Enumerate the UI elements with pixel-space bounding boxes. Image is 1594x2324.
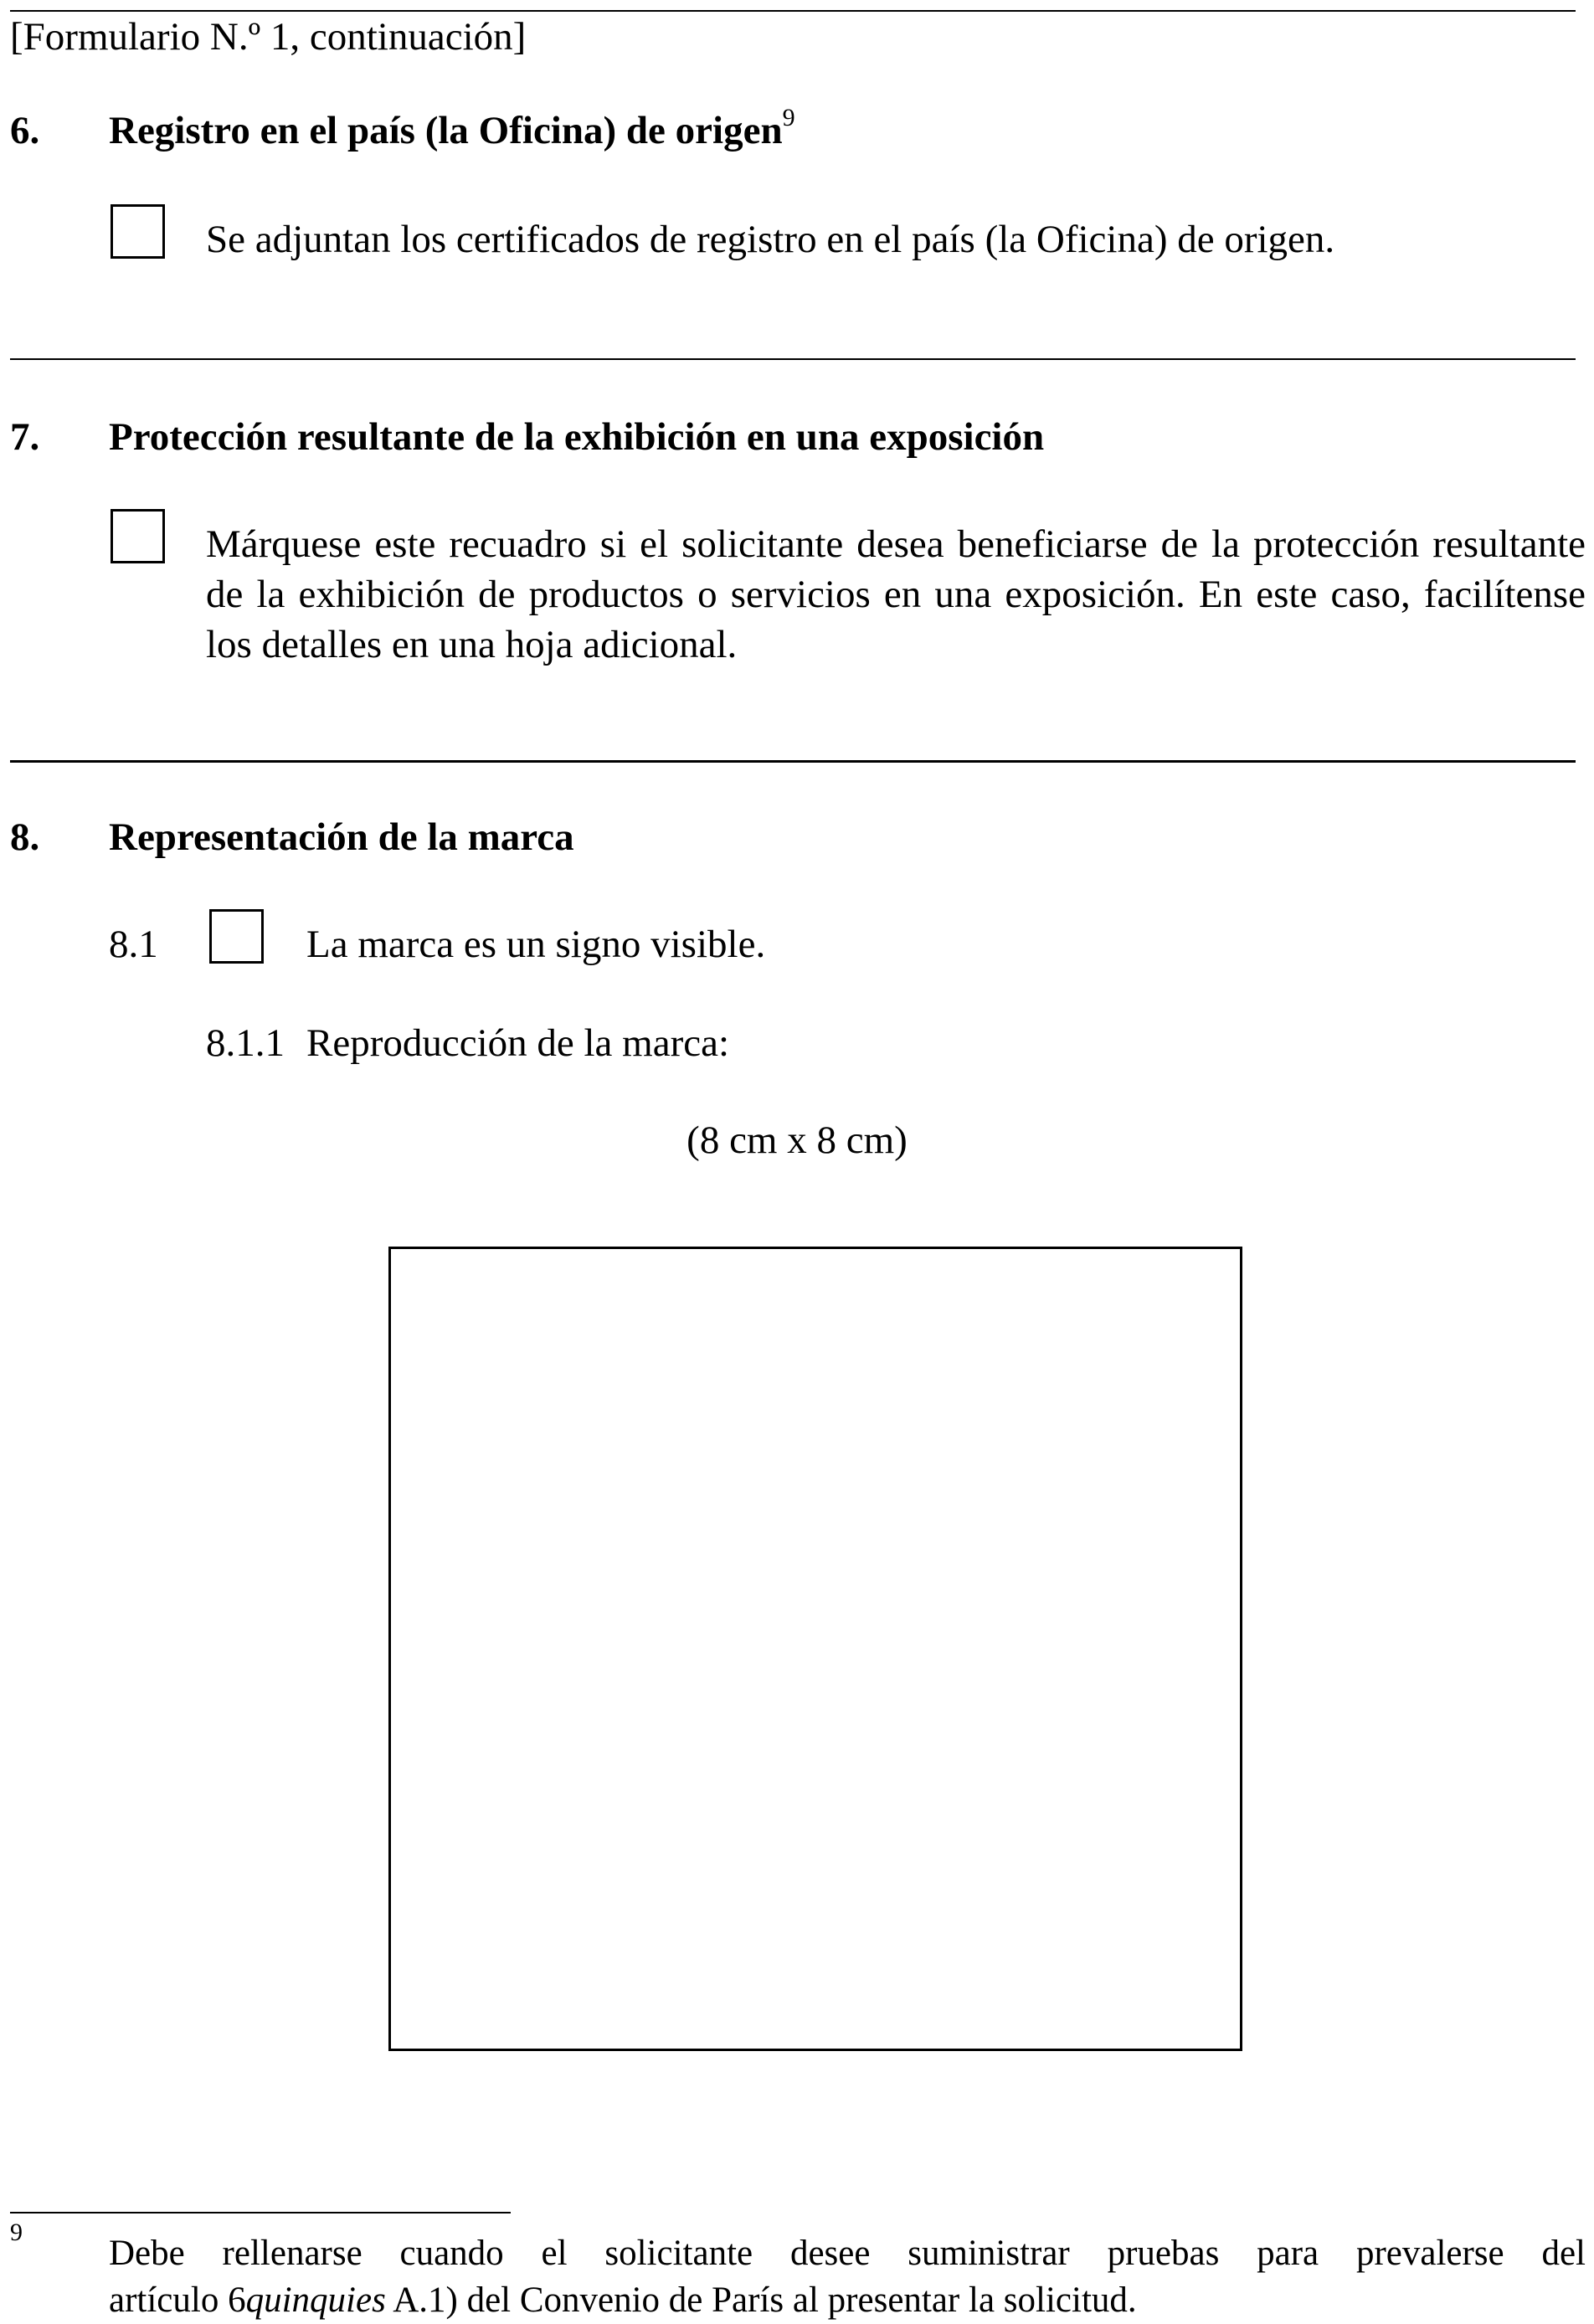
- form-continuation-header: [Formulario N.º 1, continuación]: [10, 15, 527, 59]
- item-8-1-1-label: Reproducción de la marca:: [306, 1021, 730, 1065]
- section-6-title-text: Registro en el país (la Oficina) de origen: [109, 109, 783, 152]
- item-8-1-number: 8.1: [109, 923, 158, 966]
- section-8-title: Representación de la marca: [109, 815, 574, 859]
- footnote-number: 9: [10, 2219, 23, 2246]
- section-8-number: 8.: [10, 815, 40, 859]
- section-7-number: 7.: [10, 415, 40, 459]
- item-8-1-label: La marca es un signo visible.: [306, 923, 766, 966]
- section-6-checkbox-label: Se adjuntan los certificados de registro en el país (la Oficina) de origen.: [206, 218, 1335, 261]
- footnote-line-2-post: A.1) del Convenio de París al presentar la solicitud.: [385, 2280, 1137, 2320]
- footnote-line-1: Debe rellenarse cuando el solicitante desee suministrar pruebas para prevalerse del: [109, 2234, 1586, 2273]
- section-7-exhibition-checkbox[interactable]: [111, 509, 165, 563]
- footnote-line-2-italic: quinquies: [245, 2280, 386, 2320]
- divider-rule-2: [10, 760, 1576, 763]
- divider-rule-1: [10, 358, 1576, 360]
- footnote-line-2-pre: artículo 6: [109, 2280, 246, 2320]
- footnote-reference: 9: [782, 104, 795, 132]
- footnote-text: [109, 2230, 1586, 2324]
- section-7-title: Protección resultante de la exhibición en una exposición: [109, 415, 1045, 459]
- item-8-1-1-number: 8.1.1: [206, 1021, 285, 1065]
- section-6-certificates-checkbox[interactable]: [111, 204, 165, 259]
- footnote-separator: [10, 2212, 511, 2213]
- mark-reproduction-box[interactable]: [388, 1247, 1242, 2051]
- section-6-number: 6.: [10, 109, 40, 152]
- item-8-1-visible-sign-checkbox[interactable]: [209, 909, 264, 964]
- section-7-checkbox-label: Márquese este recuadro si el solicitante desea beneficiarse de la protección resultante de la exhibición de productos o servicios en una exposición. En este caso, facilítense los detalles en una hoja adicional.: [206, 522, 1586, 666]
- section-6-title: [109, 105, 795, 156]
- mark-size-note: (8 cm x 8 cm): [686, 1118, 908, 1162]
- footnote-line-2: [109, 2277, 1586, 2324]
